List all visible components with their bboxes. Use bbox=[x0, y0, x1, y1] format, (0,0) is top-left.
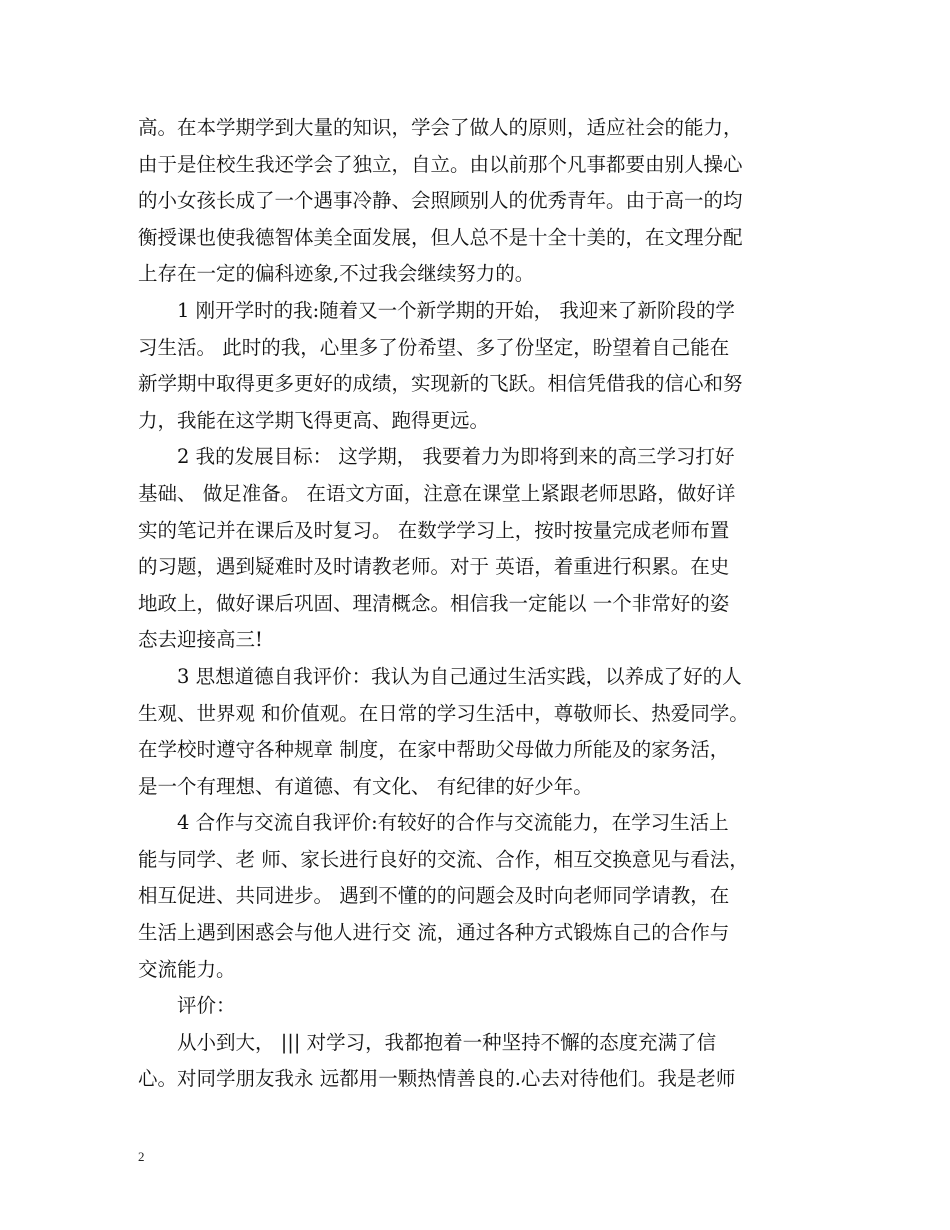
body-line: 由于是住校生我还学会了独立，自立。由以前那个凡事都要由别人操心 bbox=[138, 152, 743, 176]
page-number: 2 bbox=[138, 1149, 145, 1164]
document-body bbox=[138, 110, 828, 1098]
body-line: 的习题，遇到疑难时及时请教老师。对于 英语，着重进行积累。在史 bbox=[138, 555, 730, 579]
body-line: 高。在本学期学到大量的知识，学会了做人的原则，适应社会的能力， bbox=[138, 116, 743, 139]
body-line: 基础、 做足准备。 在语文方面，注意在课堂上紧跟老师思路，做好详 bbox=[138, 481, 736, 505]
body-line: 态去迎接高三! bbox=[138, 628, 263, 652]
paragraph-first-line: 4 合作与交流自我评价:有较好的合作与交流能力，在学习生活上 bbox=[177, 811, 729, 835]
body-line: 的小女孩长成了一个遇事冷静、会照顾别人的优秀青年。由于高一的均 bbox=[138, 189, 743, 213]
body-line: 生观、世界观 和价值观。在日常的学习生活中，尊敬师长、热爱同学。 bbox=[138, 701, 749, 725]
paragraph-first-line: 从小到大， ||| 对学习，我都抱着一种坚持不懈的态度充满了信 bbox=[177, 1030, 717, 1054]
body-line: 相互促进、共同进步。 遇到不懂的的问题会及时向老师同学请教，在 bbox=[138, 884, 730, 908]
body-line: 力，我能在这学期飞得更高、跑得更远。 bbox=[138, 408, 490, 432]
body-line: 实的笔记并在课后及时复习。 在数学学习上，按时按量完成老师布置 bbox=[138, 518, 730, 542]
paragraph-first-line: 2 我的发展目标： 这学期， 我要着力为即将到来的高三学习打好 bbox=[177, 445, 735, 469]
body-line: 交流能力。 bbox=[138, 957, 236, 981]
body-line: 上存在一定的偏科迹象,不过我会继续努力的。 bbox=[138, 262, 535, 286]
body-line: 在学校时遵守各种规章 制度，在家中帮助父母做力所能及的家务活， bbox=[138, 738, 730, 762]
body-line: 生活上遇到困惑会与他人进行交 流，通过各种方式锻炼自己的合作与 bbox=[138, 921, 730, 945]
body-line: 新学期中取得更多更好的成绩，实现新的飞跃。相信凭借我的信心和努 bbox=[138, 372, 743, 396]
body-line: 衡授课也使我德智体美全面发展，但人总不是十全十美的，在文理分配 bbox=[138, 225, 743, 249]
section-heading: 评价： bbox=[177, 994, 236, 1018]
body-line: 是一个有理想、有道德、有文化、 有纪律的好少年。 bbox=[138, 774, 593, 798]
body-line: 地政上，做好课后巩固、理清概念。相信我一定能以 一个非常好的姿 bbox=[138, 591, 730, 615]
paragraph-first-line: 3 思想道德自我评价：我认为自己通过生活实践，以养成了好的人 bbox=[177, 664, 742, 688]
body-line: 能与同学、老 师、家长进行良好的交流、合作，相互交换意见与看法， bbox=[138, 847, 749, 871]
paragraph-first-line: 1 刚开学时的我:随着又一个新学期的开始， 我迎来了新阶段的学 bbox=[177, 298, 735, 322]
body-line: 心。对同学朋友我永 远都用一颗热情善良的.心去对待他们。我是老师 bbox=[138, 1067, 736, 1091]
body-line: 习生活。 此时的我，心里多了份希望、多了份坚定，盼望着自己能在 bbox=[138, 335, 730, 359]
